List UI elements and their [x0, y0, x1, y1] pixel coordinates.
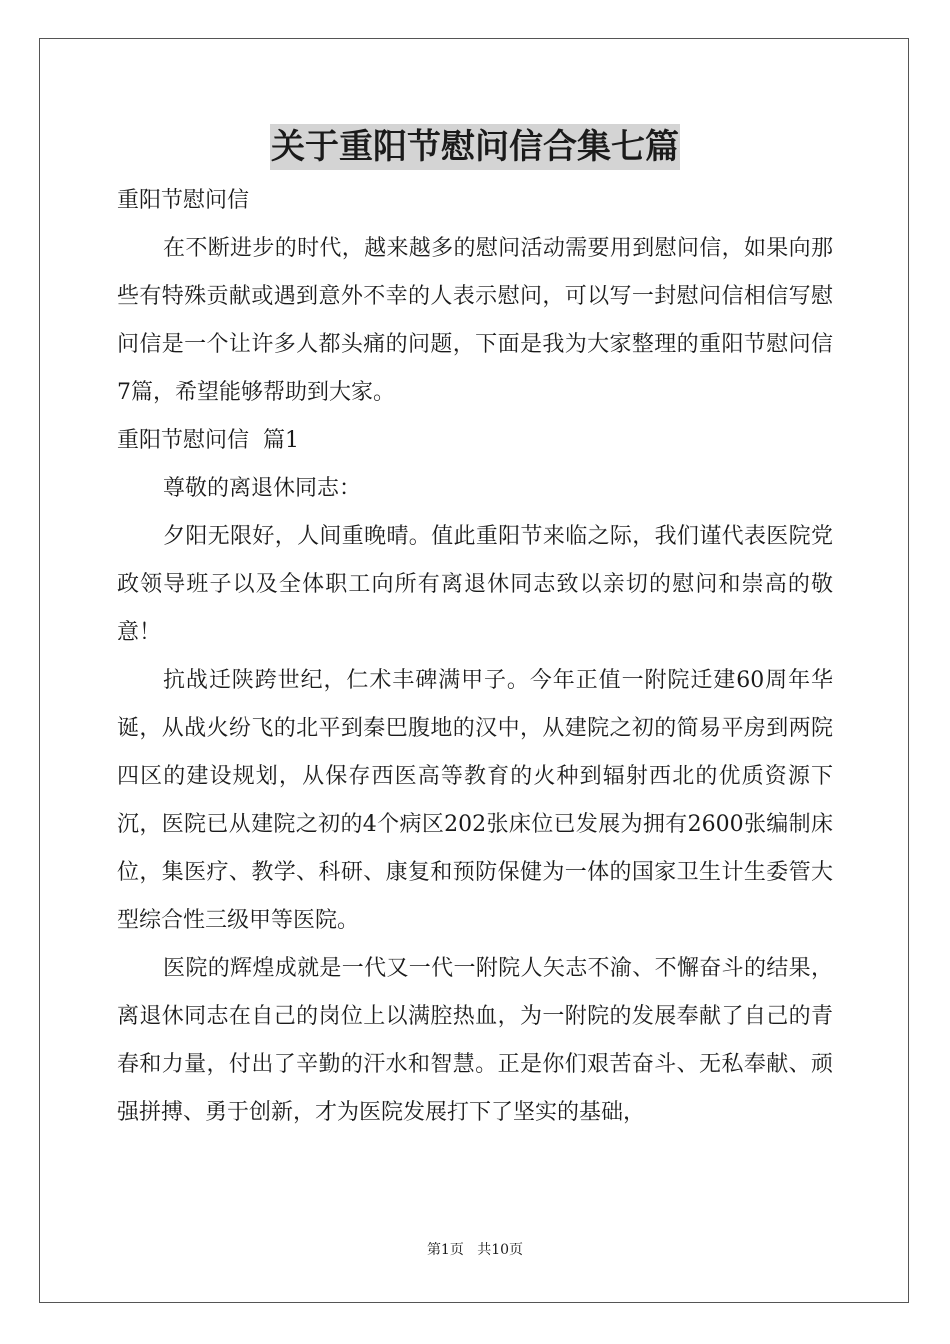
- page-footer: [0, 1240, 950, 1260]
- body-paragraph: 夕阳无限好，人间重晚晴。值此重阳节来临之际，我们谨代表医院党政领导班子以及全体职工向所有离退休同志致以亲切的慰问和崇高的敬意！: [117, 524, 833, 645]
- page-number: 第1页: [426, 1242, 464, 1258]
- intro-paragraph: 在不断进步的时代，越来越多的慰问活动需要用到慰问信，如果向那些有特殊贡献或遇到意外不幸的人表示慰问，可以写一封慰问信相信写慰问信是一个让许多人都头痛的问题，下面是我为大家整理的重阳节慰问信7篇，希望能够帮助到大家。: [117, 236, 833, 405]
- document-title: 关于重阳节慰问信合集七篇: [270, 124, 680, 170]
- page-total: 共10页: [477, 1242, 524, 1258]
- section-heading: 重阳节慰问信: [117, 188, 250, 213]
- salutation: 尊敬的离退休同志：: [163, 476, 362, 501]
- letter-heading: 重阳节慰问信 篇1: [117, 428, 299, 453]
- body-paragraph: 抗战迁陕跨世纪，仁术丰碑满甲子。今年正值一附院迁建60周年华诞，从战火纷飞的北平到秦巴腹地的汉中，从建院之初的简易平房到两院四区的建设规划，从保存西医高等教育的火种到辐射西北的优质资源下沉，医院已从建院之初的4个病区202张床位已发展为拥有2600张编制床位，集医疗、教学、科研、康复和预防保健为一体的国家卫生计生委管大型综合性三级甲等医院。: [117, 668, 833, 933]
- body-paragraph: 医院的辉煌成就是一代又一代一附院人矢志不渝、不懈奋斗的结果，离退休同志在自己的岗位上以满腔热血，为一附院的发展奉献了自己的青春和力量，付出了辛勤的汗水和智慧。正是你们艰苦奋斗、无私奉献、顽强拼搏、勇于创新，才为医院发展打下了坚实的基础，: [117, 956, 833, 1125]
- title-wrap: [0, 124, 950, 170]
- document-body: [117, 177, 833, 1137]
